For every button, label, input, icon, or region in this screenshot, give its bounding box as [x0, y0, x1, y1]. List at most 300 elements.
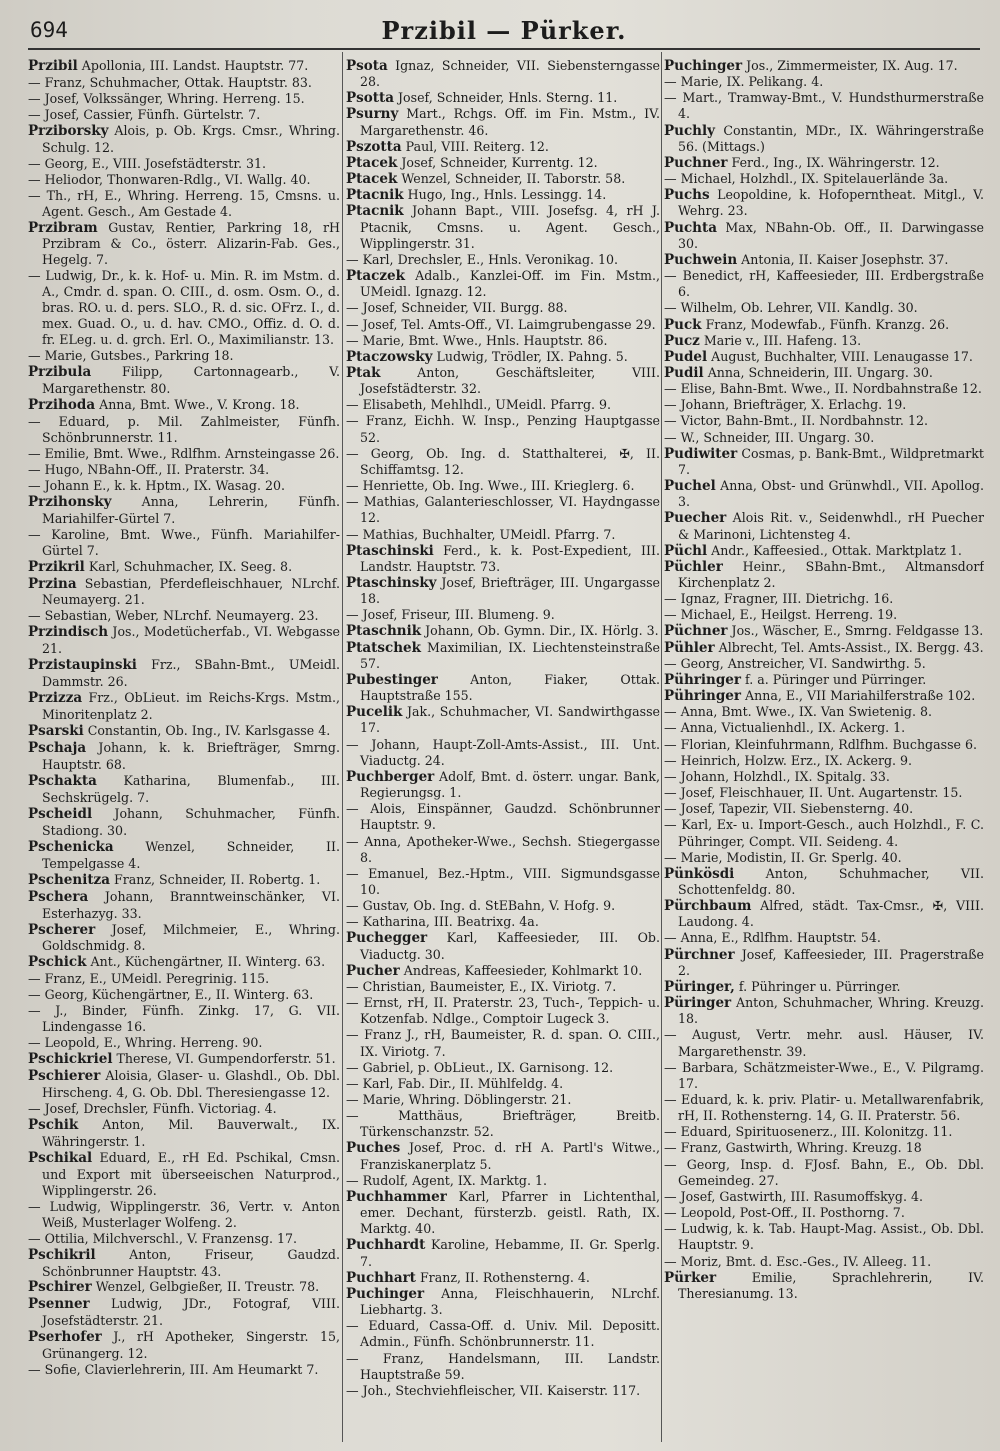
entry-details: Ferd., Ing., IX. Währingerstr. 12. — [731, 154, 940, 170]
entry-details: — Moriz, Bmt. d. Esc.-Ges., IV. Alleeg. 11. — [664, 1253, 932, 1269]
entry-surname: Puchberger — [346, 768, 435, 785]
entry-details: — Franz, Gastwirth, Whring. Kreuzg. 18 — [664, 1140, 922, 1156]
directory-entry — [346, 494, 660, 526]
entry-surname: Psotta — [346, 90, 394, 107]
directory-entry — [28, 478, 340, 494]
directory-entry — [28, 446, 340, 462]
entry-details: — Georg, Ob. Ing. d. Statthalterei, ✠, II. Schiffamtsg. 12. — [346, 445, 660, 477]
directory-entry — [346, 1270, 660, 1286]
directory-entry — [346, 106, 660, 138]
entry-details: Franz, Schneider, II. Robertg. 1. — [114, 871, 321, 887]
entry-surname: Przibula — [28, 364, 92, 381]
directory-entry — [346, 1027, 660, 1059]
entry-details: Frz., ObLieut. im Reichs-Krgs. Mstm., Minoritenplatz 2. — [42, 690, 340, 723]
entry-details: Josef, Schneider, Kurrentg. 12. — [401, 154, 598, 170]
entry-surname: Puchinger — [346, 1285, 425, 1302]
entry-details: Karoline, Hebamme, II. Gr. Sperlg. 7. — [360, 1237, 660, 1269]
entry-surname: Puchhammer — [346, 1188, 447, 1205]
entry-details: Karl, Pfarrer in Lichtenthal, emer. Dechant, fürsterzb. geistl. Rath, IX. Marktg. 40. — [360, 1188, 660, 1237]
entry-details: — Ludwig, Dr., k. k. Hof- u. Min. R. im Mstm. d. A., Cmdr. d. span. O. CIII., d. osm. Osm. O., d. bras. RO. u. d. pers. SLO., R. d. sic. OFrz. I., d. mex. Guad. O., u. d. hav. CMO., Offiz. d. O. d. fr. ELeg. u. d. grch. Erl. O., Maximilianstr. 13. — [28, 268, 340, 348]
entry-surname: Ptacek — [346, 154, 398, 171]
directory-entry — [28, 839, 340, 872]
entry-details: — Franz J., rH, Baumeister, R. d. span. O. CIII., IX. Viriotg. 7. — [346, 1027, 660, 1059]
entry-details: — Marie, Gutsbes., Parkring 18. — [28, 348, 234, 364]
entry-details: — Eduard, k. k. priv. Platir- u. Metallwarenfabrik, rH, II. Rothensterng. 14, G. II. Praterstr. 56. — [664, 1092, 984, 1124]
entry-details: — W., Schneider, III. Ungarg. 30. — [664, 429, 875, 445]
column-divider — [661, 52, 662, 1442]
entry-details: — Ludwig, k. k. Tab. Haupt-Mag. Assist., Ob. Dbl. Hauptstr. 9. — [664, 1221, 984, 1253]
entry-details: — Michael, Holzhdl., IX. Spitelauerlände 3a. — [664, 171, 949, 187]
entry-details: Eduard, E., rH Ed. Pschikal, Cmsn. und Export mit überseeischen Naturprod., Wipplingerstr. 26. — [42, 1149, 340, 1198]
directory-entry — [346, 1286, 660, 1318]
entry-details: — Elisabeth, Mehlhdl., UMeidl. Pfarrg. 9. — [346, 397, 612, 413]
entry-details: Ludwig, Trödler, IX. Pahng. 5. — [436, 348, 628, 364]
entry-details: — Ignaz, Fragner, III. Dietrichg. 16. — [664, 591, 894, 607]
entry-details: Josef, Schneider, Hnls. Sterng. 11. — [398, 90, 618, 106]
directory-entry — [28, 1117, 340, 1150]
directory-entry — [664, 349, 984, 365]
entry-surname: Ptacnik — [346, 187, 404, 204]
entry-details: — Johann, Holzhdl., IX. Spitalg. 33. — [664, 768, 890, 784]
entry-details: Cosmas, p. Bank-Bmt., Wildpretmarkt 7. — [678, 445, 984, 477]
entry-details: — August, Vertr. mehr. ausl. Häuser, IV. Margarethenstr. 39. — [664, 1027, 984, 1059]
entry-details: — Eduard, Cassa-Off. d. Univ. Mil. Depositt. Admin., Fünfh. Schönbrunnerstr. 11. — [346, 1318, 660, 1350]
directory-entry — [664, 785, 984, 801]
entry-surname: Przizza — [28, 690, 83, 707]
directory-entry — [28, 220, 340, 269]
directory-entry — [28, 1003, 340, 1035]
entry-details: Heinr., SBahn-Bmt., Altmansdorf Kirchenplatz 2. — [678, 558, 984, 590]
entry-details: Karl, Kaffeesieder, III. Ob. Viaductg. 30. — [360, 930, 660, 962]
entry-surname: Pünkösdi — [664, 865, 735, 882]
directory-entry — [664, 753, 984, 769]
directory-entry — [664, 947, 984, 979]
directory-entry — [346, 640, 660, 672]
entry-details: Anton, Schuhmacher, VII. Schottenfeldg. 80. — [678, 865, 984, 897]
entry-surname: Pschick — [28, 954, 87, 971]
directory-entry — [664, 1060, 984, 1092]
directory-entry — [28, 971, 340, 987]
entry-details: — Anna, E., Rdlfhm. Hauptstr. 54. — [664, 930, 881, 946]
entry-details: Aloisia, Glaser- u. Glashdl., Ob. Dbl. Hirscheng. 4, G. Ob. Dbl. Theresiengasse 12. — [42, 1068, 340, 1101]
entry-details: Andreas, Kaffeesieder, Kohlmarkt 10. — [403, 962, 643, 978]
entry-details: Wenzel, Gelbgießer, II. Treustr. 78. — [95, 1279, 320, 1295]
entry-details: Johann Bapt., VIII. Josefsg. 4, rH J. Ptacnik, Cmsns. u. Agent. Gesch., Wipplingerstr. 31. — [360, 203, 660, 251]
entry-details: Marie v., III. Hafeng. 13. — [703, 332, 862, 348]
entry-details: Anna, Fleischhauerin, NLrchf. Liebhartg. 3. — [360, 1285, 660, 1318]
directory-entry — [664, 801, 984, 817]
entry-details: Jos., Modetücherfab., VI. Webgasse 21. — [42, 624, 340, 657]
entry-surname: Pschera — [28, 888, 89, 905]
directory-entry — [28, 740, 340, 773]
directory-entry — [664, 672, 984, 688]
directory-entry — [664, 591, 984, 607]
entry-surname: Puchta — [664, 219, 717, 236]
directory-entry — [664, 90, 984, 122]
directory-entry — [664, 1157, 984, 1189]
directory-entry — [28, 889, 340, 922]
directory-entry — [28, 1035, 340, 1051]
directory-entry — [28, 58, 340, 75]
directory-entry — [664, 559, 984, 591]
entry-surname: Pschickriel — [28, 1051, 113, 1068]
entry-surname: Pucz — [664, 332, 700, 349]
directory-entry — [664, 187, 984, 219]
entry-details: — Sebastian, Weber, NLrchf. Neumayerg. 23. — [28, 608, 319, 624]
entry-surname: Przistaupinski — [28, 657, 137, 674]
entry-details: — Christian, Baumeister, E., IX. Viriotg. 7. — [346, 978, 617, 994]
directory-entry — [346, 672, 660, 704]
directory-entry — [664, 123, 984, 155]
entry-details: Karl, Schuhmacher, IX. Seeg. 8. — [88, 558, 293, 574]
entry-details: — Katharina, III. Beatrixg. 4a. — [346, 914, 539, 930]
directory-entry — [346, 623, 660, 639]
directory-entry — [664, 381, 984, 397]
directory-entry — [346, 333, 660, 349]
entry-surname: Püchler — [664, 558, 723, 575]
entry-surname: Puches — [346, 1140, 401, 1157]
entry-details: — Gustav, Ob. Ing. d. StEBahn, V. Hofg. 9. — [346, 898, 616, 914]
directory-entry — [28, 987, 340, 1003]
entry-surname: Puchly — [664, 122, 715, 139]
directory-entry — [664, 995, 984, 1027]
entry-details: Ferd., k. k. Post-Expedient, III. Landstr. Hauptstr. 73. — [360, 542, 660, 574]
directory-entry — [664, 1205, 984, 1221]
directory-entry — [28, 107, 340, 123]
entry-surname: Pschakta — [28, 772, 97, 789]
entry-details: f. a. Püringer und Pürringer. — [745, 671, 927, 687]
directory-entry — [664, 317, 984, 333]
directory-entry — [346, 898, 660, 914]
entry-details: — Georg, Anstreicher, VI. Sandwirthg. 5. — [664, 655, 926, 671]
entry-details: Frz., SBahn-Bmt., UMeidl. Dammstr. 26. — [42, 657, 340, 690]
directory-entry — [28, 872, 340, 889]
entry-surname: Pschierer — [28, 1068, 101, 1085]
entry-surname: Puchegger — [346, 930, 428, 947]
entry-details: Franz, II. Rothensterng. 4. — [419, 1269, 590, 1285]
entry-details: August, Buchhalter, VIII. Lenaugasse 17. — [711, 348, 973, 364]
directory-entry — [346, 769, 660, 801]
column-divider — [342, 52, 343, 1442]
entry-details: f. Pühringer u. Pürringer. — [738, 978, 901, 994]
entry-details: Constantin, MDr., IX. Währingerstraße 56. (Mittags.) — [678, 122, 984, 154]
directory-entry — [346, 1189, 660, 1237]
entry-details: Anna, Bmt. Wwe., V. Krong. 18. — [99, 397, 300, 413]
directory-entry — [664, 1254, 984, 1270]
directory-entry — [664, 1027, 984, 1059]
entry-surname: Puchwein — [664, 251, 738, 268]
column-3 — [664, 58, 984, 1438]
entry-details: Albrecht, Tel. Amts-Assist., IX. Bergg. 43. — [718, 639, 984, 655]
entry-details: Andr., Kaffeesied., Ottak. Marktplatz 1. — [711, 542, 962, 558]
column-1 — [28, 58, 340, 1438]
entry-surname: Przihoda — [28, 397, 96, 414]
entry-details: Emilie, Sprachlehrerin, IV. Theresianumg. 13. — [678, 1269, 984, 1301]
directory-entry — [346, 1060, 660, 1076]
entry-details: — Georg, Insp. d. FJosf. Bahn, E., Ob. Dbl. Gemeindeg. 27. — [664, 1156, 984, 1188]
entry-details: Ludwig, JDr., Fotograf, VIII. Josefstädterstr. 21. — [42, 1296, 340, 1329]
entry-details: — Anna, Apotheker-Wwe., Sechsh. Stiegergasse 8. — [346, 833, 660, 865]
entry-details: Leopoldine, k. Hofoperntheat. Mitgl., V. Wehrg. 23. — [678, 187, 984, 219]
entry-details: — Ottilia, Milchverschl., V. Franzensg. 17. — [28, 1230, 298, 1246]
entry-details: Jos., Wäscher, E., Smrng. Feldgasse 13. — [731, 623, 984, 639]
entry-details: Johann, Branntweinschänker, VI. Esterhazyg. 33. — [42, 888, 340, 921]
page-title: Przibil — Pürker. — [381, 16, 627, 45]
directory-entry — [346, 1351, 660, 1383]
entry-details: — Mathias, Buchhalter, UMeidl. Pfarrg. 7. — [346, 526, 616, 542]
entry-details: — Marie, Whring. Döblingerstr. 21. — [346, 1092, 572, 1107]
directory-entry — [664, 268, 984, 300]
entry-details: — Ludwig, Wipplingerstr. 36, Vertr. v. Anton Weiß, Musterlager Wolfeng. 2. — [28, 1198, 340, 1230]
entry-details: — Josef, Volkssänger, Whring. Herreng. 15. — [28, 90, 305, 106]
entry-details: Anton, Fiaker, Ottak. Hauptstraße 155. — [360, 671, 660, 704]
entry-surname: Puchhardt — [346, 1237, 426, 1254]
entry-surname: Psurny — [346, 106, 399, 123]
entry-surname: Przihonsky — [28, 493, 112, 510]
directory-entry — [664, 866, 984, 898]
entry-details: — Rudolf, Agent, IX. Marktg. 1. — [346, 1172, 548, 1188]
directory-entry — [664, 720, 984, 736]
entry-details: Katharina, Blumenfab., III. Sechskrügelg. 7. — [42, 772, 340, 805]
entry-surname: Pschikal — [28, 1149, 93, 1166]
entry-surname: Ptak — [346, 364, 381, 381]
directory-entry — [28, 954, 340, 971]
directory-entry — [28, 773, 340, 806]
entry-surname: Ptaschinsky — [346, 575, 437, 591]
directory-entry — [28, 806, 340, 839]
entry-details: Josef, Briefträger, III. Ungargasse 18. — [360, 575, 660, 607]
entry-details: Jos., Zimmermeister, IX. Aug. 17. — [746, 58, 958, 73]
entry-details: — Franz, Handelsmann, III. Landstr. Hauptstraße 59. — [346, 1350, 660, 1382]
entry-surname: Pschenicka — [28, 838, 114, 855]
directory-entry — [346, 1237, 660, 1269]
directory-entry — [346, 1108, 660, 1140]
entry-surname: Ptatschek — [346, 639, 421, 656]
entry-surname: Pürchbaum — [664, 898, 752, 915]
entry-surname: Ptacnik — [346, 203, 404, 220]
entry-surname: Ptacek — [346, 171, 398, 188]
directory-entry — [28, 1101, 340, 1117]
directory-entry — [346, 317, 660, 333]
directory-entry — [28, 364, 340, 397]
directory-entry — [28, 527, 340, 559]
directory-entry — [664, 817, 984, 849]
entry-surname: Przindisch — [28, 624, 109, 641]
directory-entry — [346, 446, 660, 478]
directory-entry — [28, 1362, 340, 1378]
entry-surname: Puchhart — [346, 1269, 416, 1286]
entry-surname: Pürker — [664, 1269, 717, 1286]
entry-surname: Puecher — [664, 510, 727, 527]
directory-entry — [346, 1383, 660, 1399]
directory-entry — [346, 1173, 660, 1189]
directory-entry — [346, 268, 660, 300]
entry-details: Mart., Rchgs. Off. im Fin. Mstm., IV. Margarethenstr. 46. — [360, 106, 660, 138]
directory-entry — [346, 737, 660, 769]
entry-surname: Pucher — [346, 962, 400, 979]
entry-surname: Pubestinger — [346, 671, 438, 688]
directory-entry — [346, 1092, 660, 1108]
directory-entry — [664, 930, 984, 946]
entry-details: Johann, k. k. Briefträger, Smrng. Hauptstr. 68. — [42, 740, 340, 772]
entry-details: — Alois, Einspänner, Gaudzd. Schönbrunner Hauptstr. 9. — [346, 801, 660, 833]
directory-entry — [664, 300, 984, 316]
entry-surname: Puchinger — [664, 58, 743, 74]
directory-entry — [28, 1150, 340, 1199]
directory-entry — [28, 188, 340, 220]
entry-details: — Marie, IX. Pelikang. 4. — [664, 74, 824, 90]
directory-entry — [28, 922, 340, 955]
entry-surname: Pschirer — [28, 1279, 92, 1296]
entry-details: — Karl, Ex- u. Import-Gesch., auch Holzhdl., F. C. Pühringer, Compt. VII. Seideng. 4. — [664, 817, 984, 849]
entry-surname: Pschenitza — [28, 871, 110, 888]
directory-entry — [346, 478, 660, 494]
entry-details: Jak., Schuhmacher, VI. Sandwirthgasse 17. — [360, 704, 660, 736]
entry-surname: Pserhofer — [28, 1329, 102, 1346]
entry-details: — Michael, E., Heilgst. Herreng. 19. — [664, 607, 898, 623]
entry-details: — Joh., Stechviehfleischer, VII. Kaiserstr. 117. — [346, 1382, 641, 1398]
directory-entry — [664, 688, 984, 704]
entry-surname: Pudiwiter — [664, 445, 738, 462]
directory-entry — [346, 155, 660, 171]
directory-entry — [346, 930, 660, 962]
directory-entry — [664, 510, 984, 542]
directory-entry — [28, 462, 340, 478]
directory-entry — [664, 769, 984, 785]
entry-details: — Heliodor, Thonwaren-Rdlg., VI. Wallg. 40. — [28, 171, 311, 187]
directory-entry — [664, 252, 984, 268]
entry-details: Filipp, Cartonnagearb., V. Margarethenstr. 80. — [42, 364, 340, 397]
directory-entry — [28, 1051, 340, 1068]
page-header — [28, 14, 980, 50]
entry-details: — Th., rH, E., Whring. Herreng. 15, Cmsns. u. Agent. Gesch., Am Gestade 4. — [28, 187, 340, 219]
entry-surname: Püchl — [664, 542, 708, 559]
entry-details: Adalb., Kanzlei-Off. im Fin. Mstm., UMeidl. Ignazg. 12. — [360, 268, 660, 300]
directory-entry — [346, 963, 660, 979]
entry-details: Maximilian, IX. Liechtensteinstraße 57. — [360, 639, 660, 671]
directory-entry — [664, 979, 984, 995]
directory-entry — [346, 171, 660, 187]
directory-entry — [346, 187, 660, 203]
directory-entry — [346, 139, 660, 155]
directory-entry — [28, 75, 340, 91]
entry-details: Hugo, Ing., Hnls. Lessingg. 14. — [407, 187, 607, 203]
directory-entry — [28, 91, 340, 107]
directory-entry — [346, 252, 660, 268]
entry-details: — Josef, Cassier, Fünfh. Gürtelstr. 7. — [28, 106, 261, 122]
directory-entry — [346, 300, 660, 316]
directory-entry — [346, 995, 660, 1027]
entry-surname: Pucelik — [346, 704, 403, 721]
entry-surname: Puchner — [664, 154, 728, 171]
entry-details: — Hugo, NBahn-Off., II. Praterstr. 34. — [28, 461, 270, 477]
entry-details: — Anna, Bmt. Wwe., IX. Van Swietenig. 8. — [664, 704, 933, 720]
directory-entry — [664, 430, 984, 446]
directory-entry — [664, 1092, 984, 1124]
directory-entry — [346, 90, 660, 106]
entry-details: Ant., Küchengärtner, II. Winterg. 63. — [90, 954, 326, 970]
directory-entry — [28, 123, 340, 156]
entry-surname: Pühringer — [664, 671, 741, 688]
entry-details: Sebastian, Pferdefleischhauer, NLrchf. Neumayerg. 21. — [42, 575, 340, 608]
entry-surname: Pschik — [28, 1116, 79, 1133]
directory-entry — [664, 850, 984, 866]
entry-details: — Josef, Drechsler, Fünfh. Victoriag. 4. — [28, 1101, 277, 1116]
entry-details: — Karl, Fab. Dir., II. Mühlfeldg. 4. — [346, 1075, 564, 1091]
directory-entry — [346, 349, 660, 365]
entry-surname: Psarski — [28, 723, 84, 740]
entry-surname: Pühler — [664, 639, 715, 656]
entry-surname: Puck — [664, 316, 702, 333]
entry-surname: Püchner — [664, 623, 728, 640]
entry-details: — Heinrich, Holzw. Erz., IX. Ackerg. 9. — [664, 752, 913, 768]
entry-details: — Franz, Eichh. W. Insp., Penzing Hauptgasse 52. — [346, 413, 660, 445]
entry-details: Josef, Milchmeier, E., Whring. Goldschmidg. 8. — [42, 921, 340, 954]
entry-details: Paul, VIII. Reiterg. 12. — [405, 138, 549, 154]
entry-details: — Franz, E., UMeidl. Peregrinig. 115. — [28, 971, 270, 987]
entry-details: — Barbara, Schätzmeister-Wwe., E., V. Pilgramg. 17. — [664, 1059, 984, 1091]
entry-details: — Johann, Haupt-Zoll-Amts-Assist., III. Unt. Viaductg. 24. — [346, 736, 660, 768]
directory-entry — [346, 575, 660, 607]
entry-details: — Georg, E., VIII. Josefstädterstr. 31. — [28, 155, 267, 171]
entry-surname: Przina — [28, 575, 77, 592]
entry-surname: Przikril — [28, 558, 85, 575]
entry-details: — Karl, Drechsler, E., Hnls. Veronikag. 10. — [346, 251, 619, 267]
entry-details: Josef, Proc. d. rH A. Partl's Witwe., Franziskanerplatz 5. — [360, 1140, 660, 1172]
entry-surname: Püringer, — [664, 978, 735, 995]
directory-entry — [28, 156, 340, 172]
entry-details: — Josef, Gastwirth, III. Rasumoffskyg. 4. — [664, 1188, 924, 1204]
directory-entry — [28, 559, 340, 576]
directory-entry — [664, 1124, 984, 1140]
entry-details: Anton, Friseur, Gaudzd. Schönbrunner Hauptstr. 43. — [42, 1246, 340, 1279]
directory-entry — [28, 1296, 340, 1329]
directory-entry — [28, 576, 340, 609]
entry-surname: Pühringer — [664, 688, 741, 705]
entry-details: Wenzel, Schneider, II. Taborstr. 58. — [401, 171, 626, 187]
entry-details: — Mart., Tramway-Bmt., V. Hundsthurmerstraße 4. — [664, 90, 984, 122]
directory-entry — [28, 690, 340, 723]
directory-entry — [28, 1279, 340, 1296]
entry-details: Therese, VI. Gumpendorferstr. 51. — [116, 1051, 336, 1067]
directory-entry — [28, 1247, 340, 1280]
entry-details: — Johann E., k. k. Hptm., IX. Wasag. 20. — [28, 477, 285, 493]
entry-surname: Püringer — [664, 995, 732, 1012]
directory-entry — [28, 414, 340, 446]
entry-details: Franz, Modewfab., Fünfh. Kranzg. 26. — [705, 316, 950, 332]
directory-entry — [346, 1076, 660, 1092]
entry-details: — J., Binder, Fünfh. Zinkg. 17, G. VII. Lindengasse 16. — [28, 1003, 340, 1035]
directory-entry — [664, 171, 984, 187]
entry-details: Adolf, Bmt. d. österr. ungar. Bank, Regierungsg. 1. — [360, 768, 660, 801]
directory-entry — [664, 413, 984, 429]
entry-surname: Puchs — [664, 187, 710, 204]
entry-details: — Sofie, Clavierlehrerin, III. Am Heumarkt 7. — [28, 1362, 319, 1378]
directory-entry — [346, 914, 660, 930]
directory-entry — [664, 543, 984, 559]
entry-surname: Ptaschnik — [346, 623, 422, 640]
directory-entry — [346, 979, 660, 995]
entry-details: Anton, Schuhmacher, Whring. Kreuzg. 18. — [678, 995, 984, 1027]
entry-details: — Marie, Modistin, II. Gr. Sperlg. 40. — [664, 849, 902, 865]
entry-details: Alois, p. Ob. Krgs. Cmsr., Whring. Schulg. 12. — [42, 122, 340, 155]
entry-details: — Matthäus, Briefträger, Breitb. Türkenschanzstr. 52. — [346, 1108, 660, 1140]
entry-details: Apollonia, III. Landst. Hauptstr. 77. — [81, 58, 309, 73]
directory-entry — [28, 1329, 340, 1362]
directory-entry — [664, 607, 984, 623]
directory-entry — [664, 155, 984, 171]
entry-details: Anna, Lehrerin, Fünfh. Mariahilfer-Gürtel 7. — [42, 493, 340, 526]
